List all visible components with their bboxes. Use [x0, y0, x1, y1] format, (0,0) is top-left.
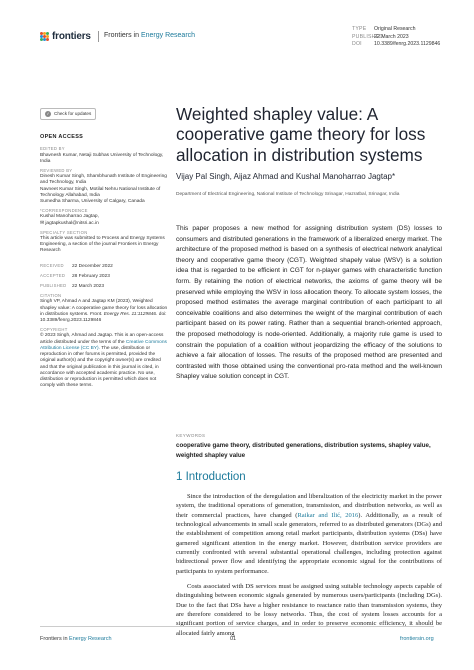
edited-by-label: EDITED BY: [40, 146, 65, 152]
brand-name: frontiers: [52, 31, 91, 42]
correspondence-name: Kushal Manoharrao Jagtap,: [40, 214, 99, 220]
reviewer: Navneet Kumar Singh, Motilal Nehru National Institute of Technology Allahabad, India: [40, 186, 161, 198]
reviewer: Dinesh Kumar Singh, Shambhunath Institute of Engineering and Technology, India: [40, 174, 167, 186]
correspondence-email[interactable]: ✉ jagtapkushal@nitsri.ac.in: [40, 220, 99, 226]
update-check-icon: ✓: [46, 111, 50, 117]
footer-journal[interactable]: Frontiers in Energy Research: [40, 636, 112, 642]
frontiers-logo[interactable]: [40, 31, 91, 42]
meta-published: PUBLISHED22 March 2023: [352, 33, 409, 40]
keywords: cooperative game theory, distributed generations, distribution systems, shapley value, weighted shapley value: [176, 442, 431, 459]
reviewed-by-label: REVIEWED BY: [40, 168, 73, 174]
meta-doi[interactable]: DOI 10.3389/fenrg.2023.1129846: [352, 41, 441, 48]
received-date: RECEIVED 22 December 2022: [40, 262, 113, 269]
section-heading-introduction: 1 Introduction: [176, 471, 246, 483]
citation-link[interactable]: Raikar and Ilić, 2016: [297, 511, 359, 519]
copyright-text: © 2023 Singh, Ahmad and Jagtap. This is an open-access article distributed under the terms of the Creative Commons Attribution License (CC BY). The use, distribution or reproduction in other forums is permitted, provided the original author(s) and the copyright owner(s) are credited and that the original publication in this journal is cited, in accordance with accepted academic practice. No use, distribution or reproduction is permitted which does not comply with these terms.: [40, 333, 167, 389]
citation-label: CITATION: [40, 293, 62, 299]
article-title: Weighted shapley value: A cooperative game theory for loss allocation in distribution systems: [176, 104, 426, 165]
author-affiliation: Department of Electrical Engineering, National Institute of Technology Srinagar, Hazratbal, Srinagar, India: [176, 192, 400, 197]
keywords-label: KEYWORDS: [176, 433, 206, 438]
introduction-body: [176, 492, 442, 644]
license-link[interactable]: Creative Commons Attribution License (CC BY).: [40, 339, 167, 351]
accepted-date: ACCEPTED 28 February 2023: [40, 272, 110, 279]
abstract: This paper proposes a new method for assigning distribution system (DS) losses to consumers and distributed generations in the framework of a liberalized energy market. The architecture of the proposed method is based on a synthesis of electrical network analytical theory and cooperative game theory (CGT). Weighted shapely value (WSV) is a solution idea that is regarded to be efficient in CGT for n-player games with characteristic function form. By retaining the notion of electrical networks, the axioms of game theory will be preserved while employing the WSV in loss allocation theory. To allocate system losses, the proposed method estimates the average marginal contribution of each participant to all conceivable coalitions and also determines the weight of the marginal contribution of each participant based on its power rating. Rather than a sequential branch-oriented approach, the proposed methodology is node-oriented. Additionally, a majority rule game is used to constrain the population of a coalition without jeopardizing the efficacy of the solutions to achieve a fair allocation of losses. The results of the proposed method are presented and contrasted with those obtained using the conventional pro-rata method and the well-known Shapley value solution concept in CGT.: [176, 225, 442, 381]
copyright-label: COPYRIGHT: [40, 327, 68, 333]
frontiers-logo-icon: [40, 32, 49, 41]
editor: Bhavnesh Kumar, Netaji Subhas University of Technology, India: [40, 152, 164, 164]
check-for-updates-button[interactable]: ✓ Check for updates: [40, 108, 96, 120]
published-date: PUBLISHED 22 March 2023: [40, 283, 104, 290]
article-authors: Vijay Pal Singh, Aijaz Ahmad and Kushal Manoharrao Jagtap*: [176, 172, 396, 181]
journal-accent: Energy Research: [140, 32, 196, 39]
paragraph: Costs associated with DS services must be assigned using suitable technology aspects capable of distinguishing between economic signals generated by numerous users/participants (including DGs). Due to the fact that DSs have a higher resistance to reactance ratio than transmission systems, they are therefore considered to be lossy networks. Thus, the cost of system losses accounts for a significant portion of service charges, and in order to preserve economic efficiency, it should be allocated fairly among: [176, 583, 442, 637]
footer-divider: [40, 626, 434, 627]
page-number: 01: [230, 636, 237, 642]
specialty-text: This article was submitted to Process and Energy Systems Engineering, a section of the journal Frontiers in Energy Research: [40, 236, 165, 254]
open-access-label: OPEN ACCESS: [40, 134, 84, 141]
footer-site-link[interactable]: frontiersin.org: [400, 636, 434, 642]
journal-name[interactable]: [104, 32, 195, 39]
citation: Singh VP, Ahmad A and Jagtap KM (2023), Weighted shapley value: A cooperative game theory for loss allocation in distribution systems. Front. Energy Res. 11:1129846. doi: 10.3389/fenrg.2023.1129846: [40, 299, 168, 324]
meta-type: TYPE Original Research: [352, 26, 416, 32]
header-divider: [98, 31, 99, 42]
journal-prefix: Frontiers in: [104, 32, 141, 39]
article-meta: [352, 26, 440, 49]
paragraph: Since the introduction of the deregulation and liberalization of the electricity market in the power system, the traditional operations of generation, transmission, and distribution networks, as well as their commercial practices, have changed (Raikar and Ilić, 2016). Additionally, as a result of technological advancements in small scale generators, referred to as distributed generators (DGs) and the establishment of competition among retail market participants, distribution systems (DSs) have garnered significant attention in the energy market. However, distribution service providers are currently confronted with several substantial operational challenges, including protection against bidirectional power flow and identifying the appropriate economic signal for the contributions of participants to system performance.: [176, 493, 442, 575]
article-sidebar: [40, 108, 168, 392]
correspondence-label: *CORRESPONDENCE: [40, 208, 88, 214]
specialty-label: SPECIALTY SECTION: [40, 229, 88, 235]
reviewer: Sumedha Sharma, University of Calgary, Canada: [40, 199, 145, 205]
key-dates: [40, 260, 168, 291]
